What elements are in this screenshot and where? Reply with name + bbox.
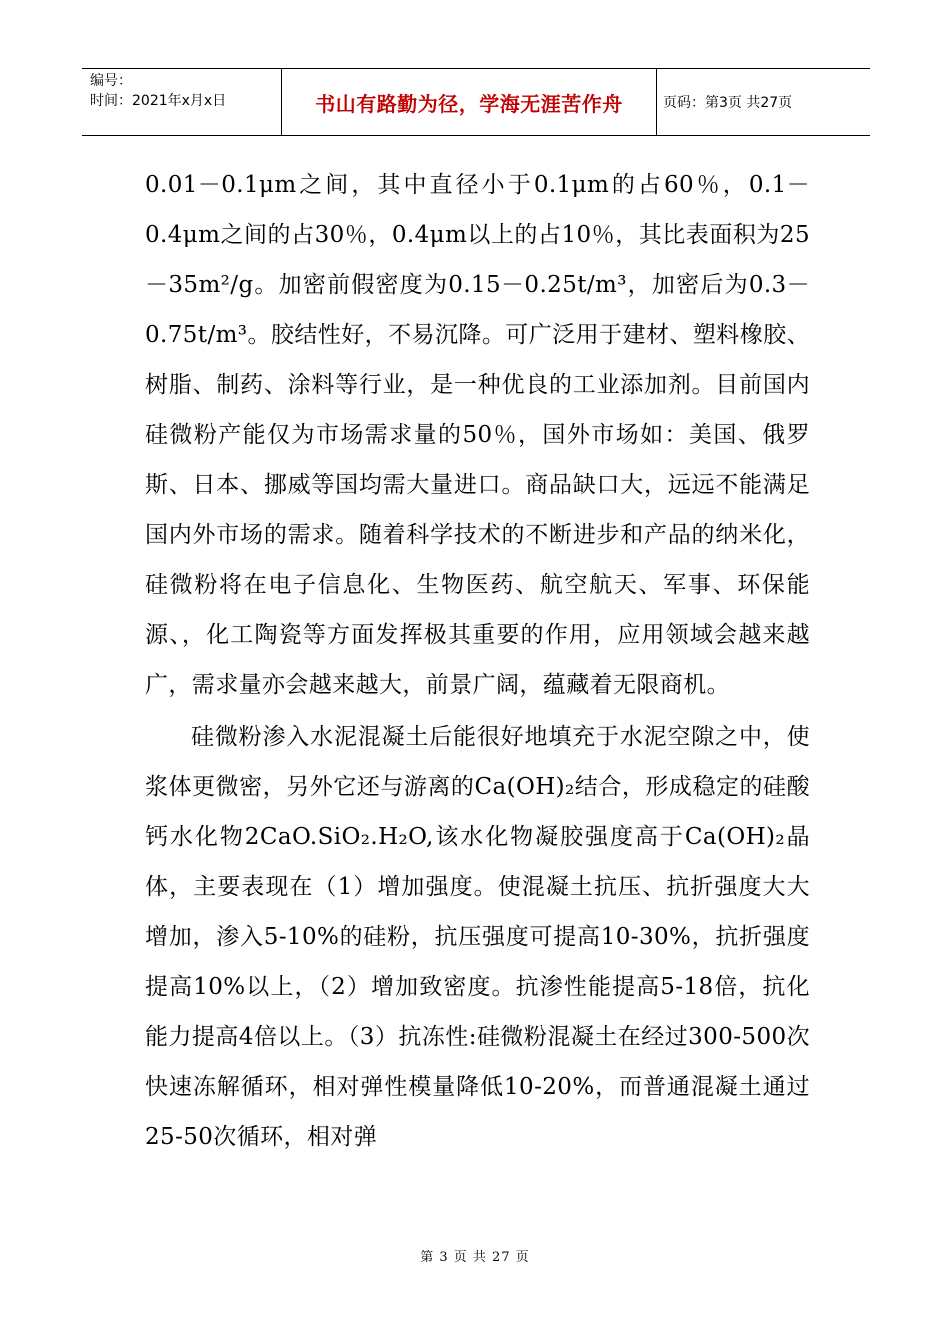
- page-footer: 第 3 页 共 27 页: [420, 1250, 530, 1265]
- header-meta: [82, 69, 282, 135]
- body-paragraph-2: 硅微粉渗入水泥混凝土后能很好地填充于水泥空隙之中，使浆体更微密，另外它还与游离的Ca(OH)₂结合，形成稳定的硅酸钙水化物2CaO.SiO₂.H₂O,该水化物凝胶强度高于Ca(OH)₂晶体，主要表现在（1）增加强度。使混凝土抗压、抗折强度大大增加，渗入5-10%的硅粉，抗压强度可提高10-30%，抗折强度提高10%以上，（2）增加致密度。抗渗性能提高5-18倍，抗化能力提高4倍以上。（3）抗冻性:硅微粉混凝土在经过300-500次快速冻解循环，相对弹性模量降低10-20%，而普通混凝土通过25-50次循环，相对弹: [145, 724, 810, 1150]
- document-date: 时间：2021年x月x日: [90, 93, 227, 109]
- page-header: [82, 68, 870, 136]
- document-body: [145, 160, 810, 1162]
- header-page-info: 页码：第3页 共27页: [663, 95, 793, 111]
- body-paragraph-1: 0.01－0.1μm之间，其中直径小于0.1μm的占60％，0.1－0.4μm之间的占30％，0.4μm以上的占10％，其比表面积为25－35m²/g。加密前假密度为0.15－0.25t/m³，加密后为0.3－0.75t/m³。胶结性好，不易沉降。可广泛用于建材、塑料橡胶、树脂、制药、涂料等行业，是一种优良的工业添加剂。目前国内硅微粉产能仅为市场需求量的50％，国外市场如：美国、俄罗斯、日本、挪威等国均需大量进口。商品缺口大，远远不能满足国内外市场的需求。随着科学技术的不断进步和产品的纳米化，硅微粉将在电子信息化、生物医药、航空航天、军事、环保能源、，化工陶瓷等方面发挥极其重要的作用，应用领域会越来越广，需求量亦会越来越大，前景广阔，蕴藏着无限商机。: [145, 172, 810, 698]
- header-motto: 书山有路勤为径，学海无涯苦作舟: [282, 69, 657, 135]
- document-number-label: 编号：: [90, 73, 132, 89]
